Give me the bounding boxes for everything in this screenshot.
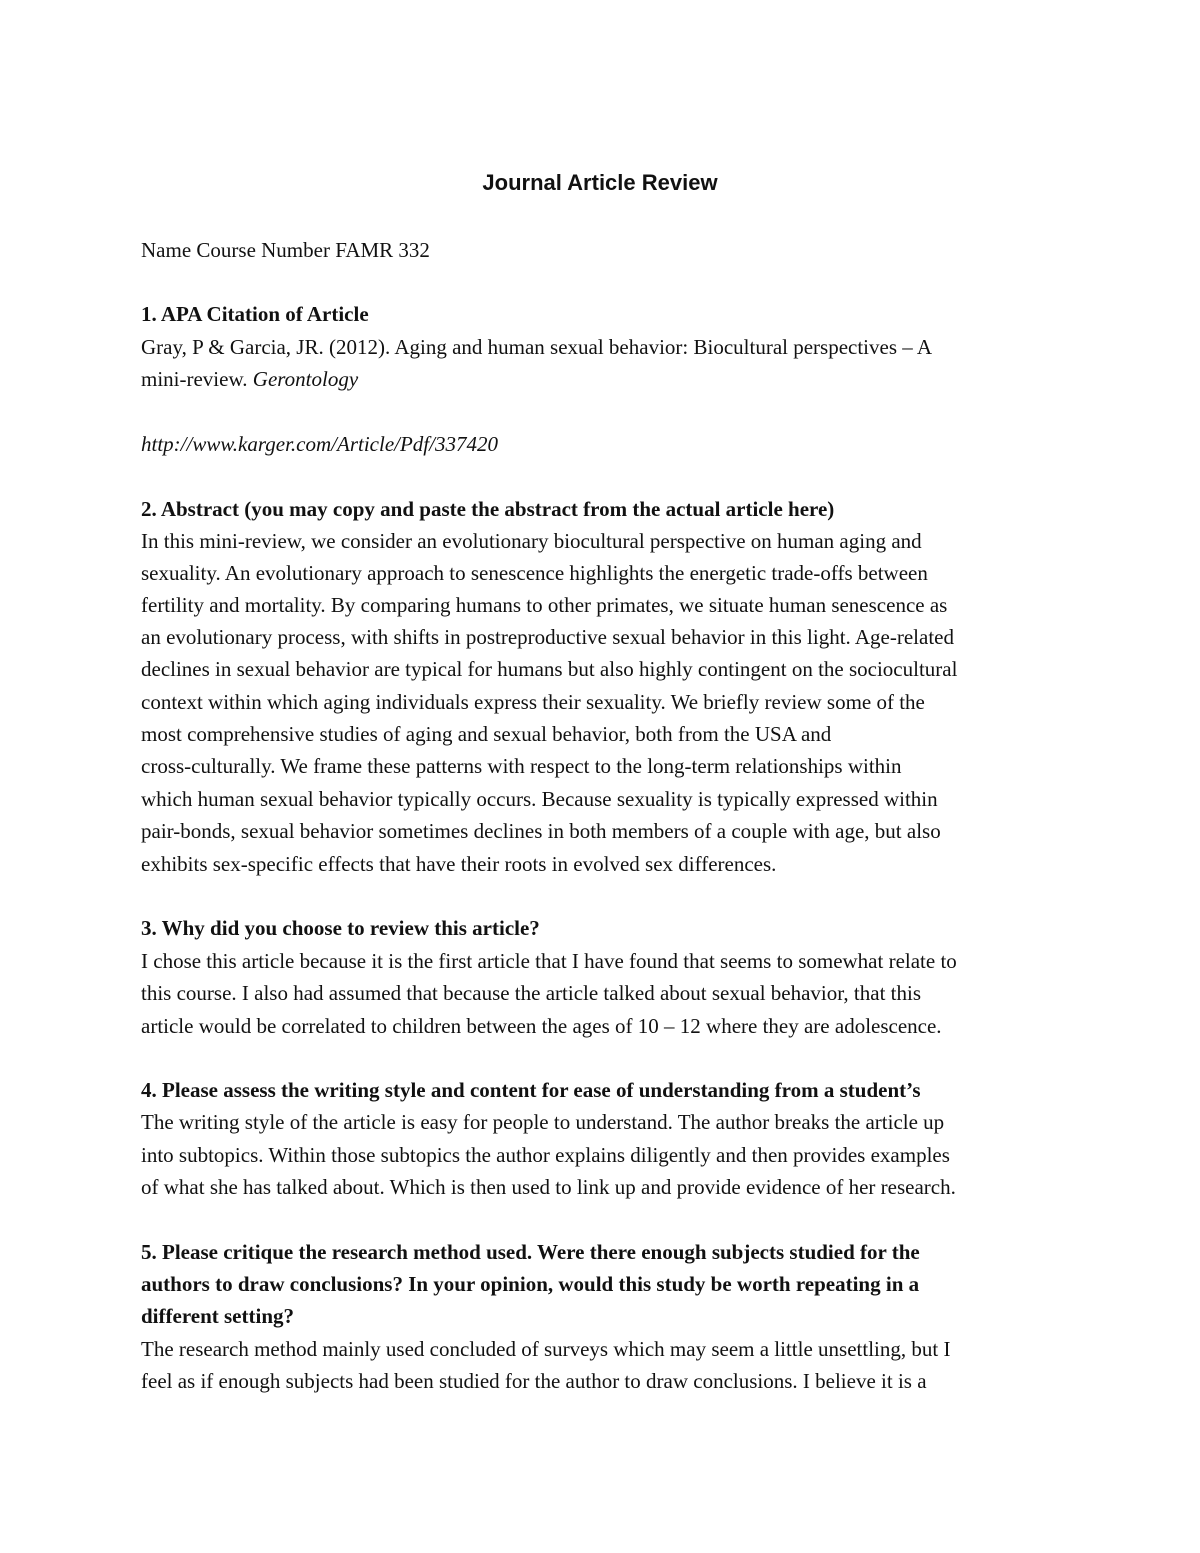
abstract-line: context within which aging individuals express their sexuality. We briefly review some of the: [141, 690, 925, 714]
citation-journal: Gerontology: [252, 367, 359, 391]
section-1-heading: 1. APA Citation of Article: [141, 302, 369, 326]
abstract-line: pair-bonds, sexual behavior sometimes declines in both members of a couple with age, but also: [141, 819, 941, 843]
citation-line-2-text: mini-review.: [141, 367, 253, 391]
citation-line-2: [141, 363, 358, 395]
section-3-body-line: I chose this article because it is the first article that I have found that seems to somewhat relate to: [141, 949, 957, 973]
section-4-body-line: of what she has talked about. Which is then used to link up and provide evidence of her research.: [141, 1175, 956, 1199]
name-course-line: Name Course Number FAMR 332: [141, 238, 430, 262]
section-3-body-line: this course. I also had assumed that because the article talked about sexual behavior, that this: [141, 981, 921, 1005]
section-5-heading: authors to draw conclusions? In your opinion, would this study be worth repeating in a: [141, 1272, 920, 1296]
section-5-body-line: feel as if enough subjects had been studied for the author to draw conclusions. I believe it is a: [141, 1369, 927, 1393]
page-title: Journal Article Review: [482, 170, 718, 195]
section-5-body-line: The research method mainly used concluded of surveys which may seem a little unsettling, but I: [141, 1337, 951, 1361]
abstract-line: cross-culturally. We frame these patterns with respect to the long-term relationships within: [141, 754, 902, 778]
section-4-body-line: into subtopics. Within those subtopics the author explains diligently and then provides examples: [141, 1143, 950, 1167]
citation-line-1: Gray, P & Garcia, JR. (2012). Aging and human sexual behavior: Biocultural perspectives – A: [141, 335, 933, 359]
section-4-heading: 4. Please assess the writing style and content for ease of understanding from a student’s: [141, 1078, 921, 1102]
section-5-heading: 5. Please critique the research method used. Were there enough subjects studied for the: [141, 1240, 920, 1264]
abstract-line: exhibits sex-specific effects that have their roots in evolved sex differences.: [141, 852, 777, 876]
section-5-heading: different setting?: [141, 1304, 294, 1328]
abstract-line: sexuality. An evolutionary approach to senescence highlights the energetic trade-offs between: [141, 561, 928, 585]
article-url-link[interactable]: http://www.karger.com/Article/Pdf/337420: [141, 432, 498, 456]
abstract-line: declines in sexual behavior are typical for humans but also highly contingent on the sociocultural: [141, 657, 958, 681]
abstract-line: In this mini-review, we consider an evolutionary biocultural perspective on human aging and: [141, 529, 922, 553]
abstract-line: fertility and mortality. By comparing humans to other primates, we situate human senescence as: [141, 593, 948, 617]
section-4-body-line: The writing style of the article is easy for people to understand. The author breaks the article up: [141, 1110, 945, 1134]
section-3-heading: 3. Why did you choose to review this article?: [141, 916, 540, 940]
abstract-line: most comprehensive studies of aging and sexual behavior, both from the USA and: [141, 722, 832, 746]
abstract-line: which human sexual behavior typically occurs. Because sexuality is typically expressed within: [141, 787, 938, 811]
section-3-body-line: article would be correlated to children between the ages of 10 – 12 where they are adolescence.: [141, 1014, 942, 1038]
section-2-heading: 2. Abstract (you may copy and paste the abstract from the actual article here): [141, 497, 835, 521]
abstract-line: an evolutionary process, with shifts in postreproductive sexual behavior in this light. Age-related: [141, 625, 954, 649]
